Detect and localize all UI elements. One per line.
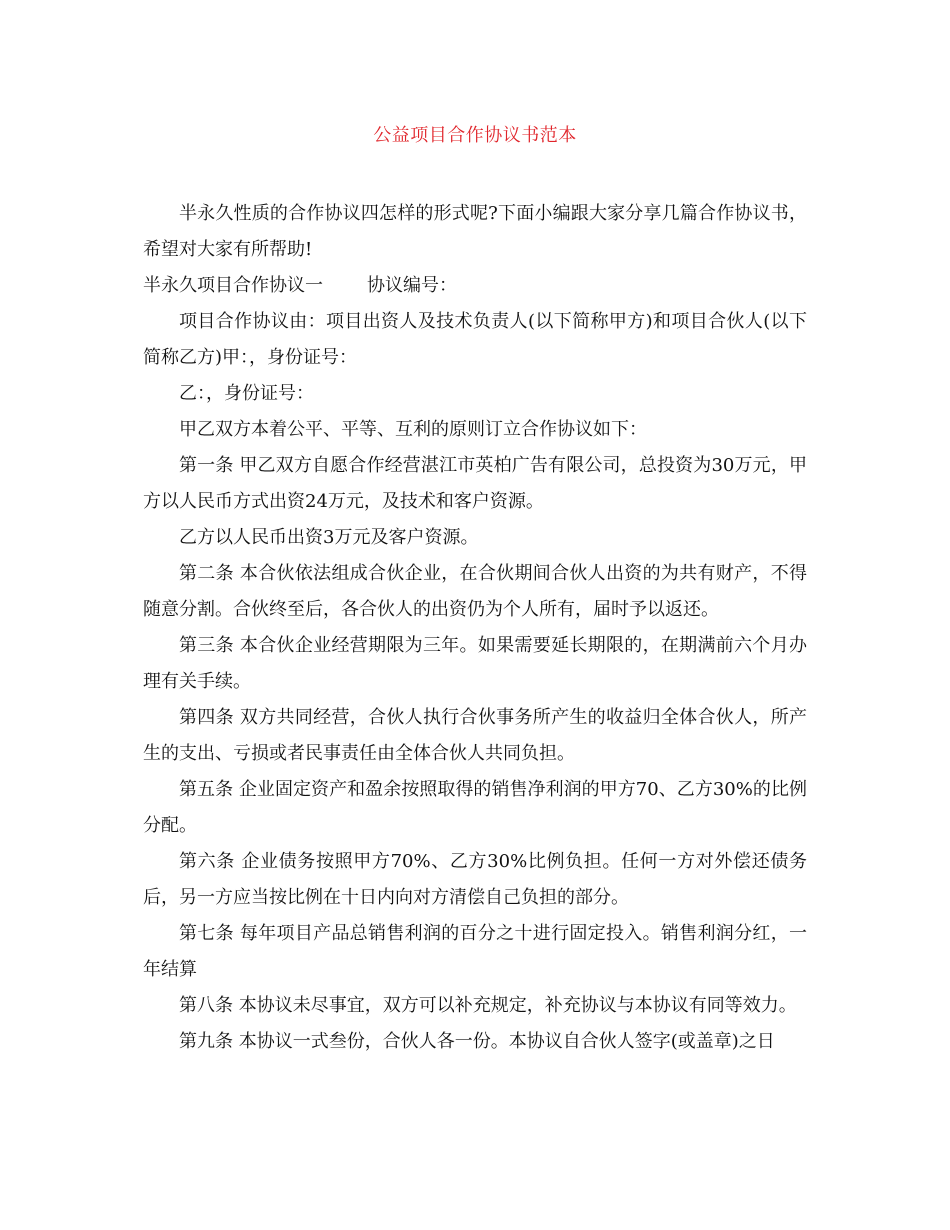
paragraph-article-3: 第三条 本合伙企业经营期限为三年。如果需要延长期限的，在期满前六个月办理有关手续。	[143, 635, 807, 692]
paragraph-party-b: 乙：，身份证号：	[179, 383, 314, 404]
document-body	[143, 196, 807, 1060]
paragraph-party-b-investment: 乙方以人民币出资3万元及客户资源。	[179, 527, 479, 548]
paragraph-article-6: 第六条 企业债务按照甲方70%、乙方30%比例负担。任何一方对外偿还债务后，另一方应当按比例在十日内向对方清偿自己负担的部分。	[143, 851, 807, 908]
paragraph-article-7: 第七条 每年项目产品总销售利润的百分之十进行固定投入。销售利润分红，一年结算	[143, 923, 807, 980]
paragraph-article-9: 第九条 本协议一式叁份，合伙人各一份。本协议自合伙人签字(或盖章)之日	[179, 1031, 775, 1052]
section-heading-line	[143, 268, 807, 304]
intro-paragraph: 半永久性质的合作协议四怎样的形式呢?下面小编跟大家分享几篇合作协议书，希望对大家有所帮助!	[143, 203, 807, 260]
paragraph-article-4: 第四条 双方共同经营，合伙人执行合伙事务所产生的收益归全体合伙人，所产生的支出、亏损或者民事责任由全体合伙人共同负担。	[143, 707, 807, 764]
section-heading: 半永久项目合作协议一	[143, 275, 323, 296]
paragraph-principle: 甲乙双方本着公平、平等、互利的原则订立合作协议如下：	[179, 419, 647, 440]
paragraph-article-5: 第五条 企业固定资产和盈余按照取得的销售净利润的甲方70、乙方30%的比例分配。	[143, 779, 807, 836]
agreement-number-label: 协议编号：	[367, 275, 457, 296]
document-title: 公益项目合作协议书范本	[373, 125, 577, 146]
paragraph-article-1: 第一条 甲乙双方自愿合作经营湛江市英柏广告有限公司，总投资为30万元，甲方以人民币方式出资24万元，及技术和客户资源。	[143, 455, 807, 512]
paragraph-article-2: 第二条 本合伙依法组成合伙企业，在合伙期间合伙人出资的为共有财产，不得随意分割。合伙终至后，各合伙人的出资仍为个人所有，届时予以返还。	[143, 563, 807, 620]
paragraph-parties: 项目合作协议由：项目出资人及技术负责人(以下简称甲方)和项目合伙人(以下简称乙方)甲：，身份证号：	[143, 311, 807, 368]
paragraph-article-8: 第八条 本协议未尽事宜，双方可以补充规定，补充协议与本协议有同等效力。	[179, 995, 797, 1016]
